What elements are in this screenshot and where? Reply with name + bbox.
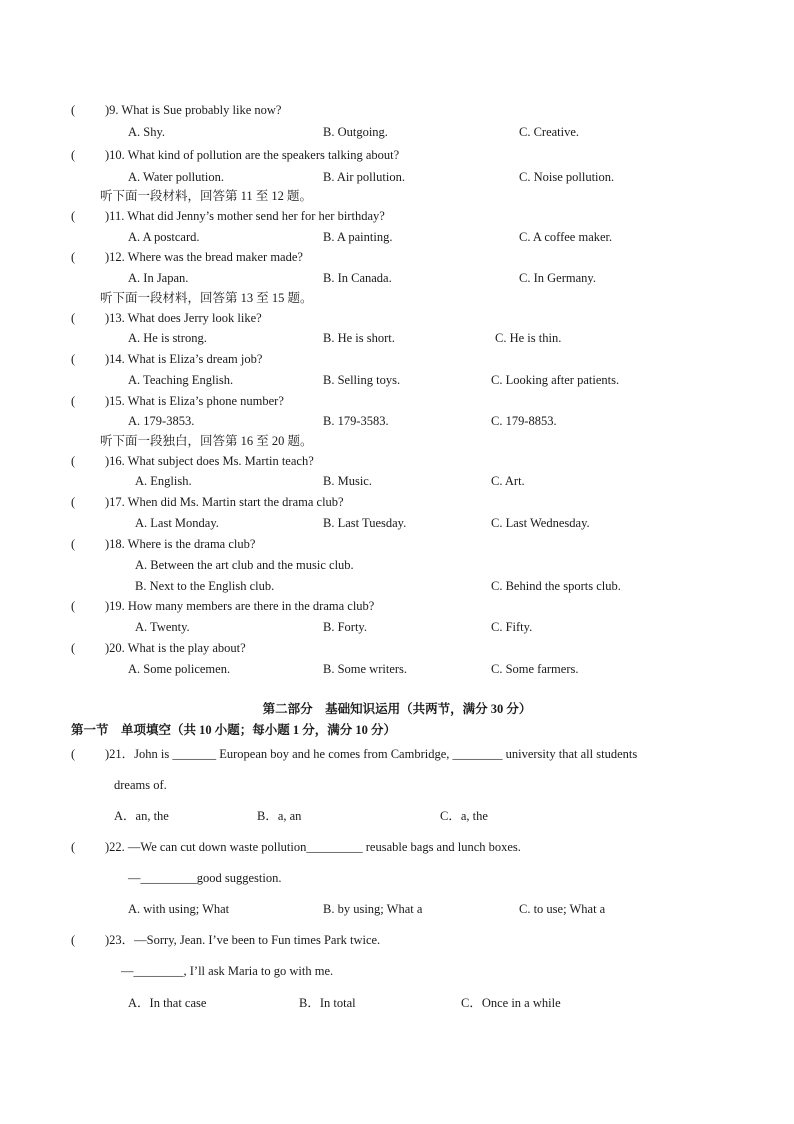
- option-a: A. English.: [135, 474, 192, 488]
- option-b: B. In Canada.: [323, 271, 392, 285]
- section-heading: 第二部分 基础知识运用（共两节，满分 30 分）: [262, 702, 532, 716]
- answer-paren: (: [71, 599, 76, 613]
- option-a: A. A postcard.: [128, 230, 200, 244]
- instruction-16-20: [0, 432, 794, 450]
- option-b: B. by using; What a: [323, 902, 423, 916]
- options-10: [0, 168, 794, 186]
- option-b: B．a, an: [257, 809, 302, 823]
- option-b: B．In total: [299, 996, 356, 1010]
- option-c: C. Behind the sports club.: [491, 579, 621, 593]
- question-19: [0, 597, 794, 615]
- option-a: A. Twenty.: [135, 620, 190, 634]
- answer-paren: (: [71, 394, 76, 408]
- options-18-row1: [0, 556, 794, 574]
- question-23: [0, 931, 794, 949]
- question-13: [0, 309, 794, 327]
- question-stem: )16. What subject does Ms. Martin teach?: [105, 454, 314, 468]
- question-stem: )11. What did Jenny’s mother send her for her birthday?: [105, 209, 385, 223]
- option-b: B. Forty.: [323, 620, 367, 634]
- answer-paren: (: [71, 103, 76, 117]
- option-a: A. Last Monday.: [135, 516, 219, 530]
- question-21: [0, 745, 794, 763]
- option-c: C. to use; What a: [519, 902, 606, 916]
- option-a: A. Between the art club and the music club.: [135, 558, 354, 572]
- question-17: [0, 493, 794, 511]
- option-c: C. A coffee maker.: [519, 230, 613, 244]
- question-stem: )21．John is _______ European boy and he comes from Cambridge, ________ university that all students: [105, 747, 638, 761]
- option-b: B. Music.: [323, 474, 372, 488]
- option-c: C. Art.: [491, 474, 525, 488]
- question-stem: )9. What is Sue probably like now?: [105, 103, 282, 117]
- option-c: C. Some farmers.: [491, 662, 579, 676]
- answer-paren: (: [71, 250, 76, 264]
- question-23-reply: [0, 962, 794, 980]
- section1-title: [0, 721, 794, 739]
- question-20: [0, 639, 794, 657]
- question-stem: )13. What does Jerry look like?: [105, 311, 262, 325]
- question-14: [0, 350, 794, 368]
- answer-paren: (: [71, 747, 76, 761]
- question-stem: )23．—Sorry, Jean. I’ve been to Fun times Park twice.: [105, 933, 381, 947]
- option-a: A. Some policemen.: [128, 662, 231, 676]
- question-stem: )10. What kind of pollution are the speakers talking about?: [105, 148, 400, 162]
- question-21-cont: [0, 776, 794, 794]
- option-c: C. Fifty.: [491, 620, 533, 634]
- option-a: A. He is strong.: [128, 331, 207, 345]
- options-17: [0, 514, 794, 532]
- option-c: C. In Germany.: [519, 271, 596, 285]
- options-14: [0, 371, 794, 389]
- option-a: A．In that case: [128, 996, 207, 1010]
- option-b: B. Air pollution.: [323, 170, 405, 184]
- question-stem: )18. Where is the drama club?: [105, 537, 256, 551]
- question-10: [0, 146, 794, 164]
- question-stem: )15. What is Eliza’s phone number?: [105, 394, 284, 408]
- option-a: A. In Japan.: [128, 271, 189, 285]
- dialogue-reply: —________, I’ll ask Maria to go with me.: [121, 964, 334, 978]
- question-12: [0, 248, 794, 266]
- options-15: [0, 412, 794, 430]
- option-c: C. Last Wednesday.: [491, 516, 590, 530]
- answer-paren: (: [71, 840, 76, 854]
- question-stem: )19. How many members are there in the drama club?: [105, 599, 375, 613]
- options-21: [0, 807, 794, 825]
- option-c: C. Noise pollution.: [519, 170, 615, 184]
- option-c: C. He is thin.: [495, 331, 562, 345]
- question-11: [0, 207, 794, 225]
- question-16: [0, 452, 794, 470]
- option-c: C．a, the: [440, 809, 488, 823]
- answer-paren: (: [71, 454, 76, 468]
- options-20: [0, 660, 794, 678]
- option-a: A. Teaching English.: [128, 373, 234, 387]
- answer-paren: (: [71, 352, 76, 366]
- question-stem: )17. When did Ms. Martin start the drama club?: [105, 495, 344, 509]
- question-stem: )14. What is Eliza’s dream job?: [105, 352, 263, 366]
- question-stem: )22. —We can cut down waste pollution_________ reusable bags and lunch boxes.: [105, 840, 521, 854]
- options-16: [0, 472, 794, 490]
- options-9: [0, 123, 794, 141]
- option-b: B. Selling toys.: [323, 373, 401, 387]
- option-b: B. Next to the English club.: [135, 579, 275, 593]
- option-a: A. with using; What: [128, 902, 230, 916]
- option-c: C. 179-8853.: [491, 414, 557, 428]
- question-15: [0, 392, 794, 410]
- option-b: B. Some writers.: [323, 662, 408, 676]
- question-22-reply: [0, 869, 794, 887]
- option-c: C. Creative.: [519, 125, 580, 139]
- instruction-11-12: [0, 187, 794, 205]
- option-a: A．an, the: [114, 809, 169, 823]
- answer-paren: (: [71, 311, 76, 325]
- options-18-row2: [0, 577, 794, 595]
- answer-paren: (: [71, 933, 76, 947]
- option-b: B. He is short.: [323, 331, 395, 345]
- section-title: 第一节 单项填空（共 10 小题；每小题 1 分，满分 10 分）: [71, 723, 397, 737]
- question-continuation: dreams of.: [114, 778, 167, 792]
- option-b: B. 179-3583.: [323, 414, 389, 428]
- options-22: [0, 900, 794, 918]
- instruction-text: 听下面一段材料，回答第 13 至 15 题。: [100, 291, 313, 305]
- dialogue-reply: —_________good suggestion.: [128, 871, 282, 885]
- answer-paren: (: [71, 148, 76, 162]
- answer-paren: (: [71, 495, 76, 509]
- option-a: A. 179-3853.: [128, 414, 195, 428]
- question-stem: )20. What is the play about?: [105, 641, 246, 655]
- part2-heading: [0, 700, 794, 718]
- instruction-text: 听下面一段独白，回答第 16 至 20 题。: [100, 434, 313, 448]
- options-13: [0, 329, 794, 347]
- option-b: B. Outgoing.: [323, 125, 388, 139]
- option-b: B. Last Tuesday.: [323, 516, 407, 530]
- option-c: C. Looking after patients.: [491, 373, 620, 387]
- instruction-text: 听下面一段材料，回答第 11 至 12 题。: [100, 189, 313, 203]
- instruction-13-15: [0, 289, 794, 307]
- options-11: [0, 228, 794, 246]
- question-22: [0, 838, 794, 856]
- option-a: A. Water pollution.: [128, 170, 224, 184]
- answer-paren: (: [71, 641, 76, 655]
- option-b: B. A painting.: [323, 230, 393, 244]
- options-12: [0, 269, 794, 287]
- option-c: C．Once in a while: [461, 996, 561, 1010]
- options-19: [0, 618, 794, 636]
- answer-paren: (: [71, 537, 76, 551]
- question-18: [0, 535, 794, 553]
- answer-paren: (: [71, 209, 76, 223]
- option-a: A. Shy.: [128, 125, 166, 139]
- question-stem: )12. Where was the bread maker made?: [105, 250, 303, 264]
- question-9: [0, 101, 794, 119]
- options-23: [0, 994, 794, 1012]
